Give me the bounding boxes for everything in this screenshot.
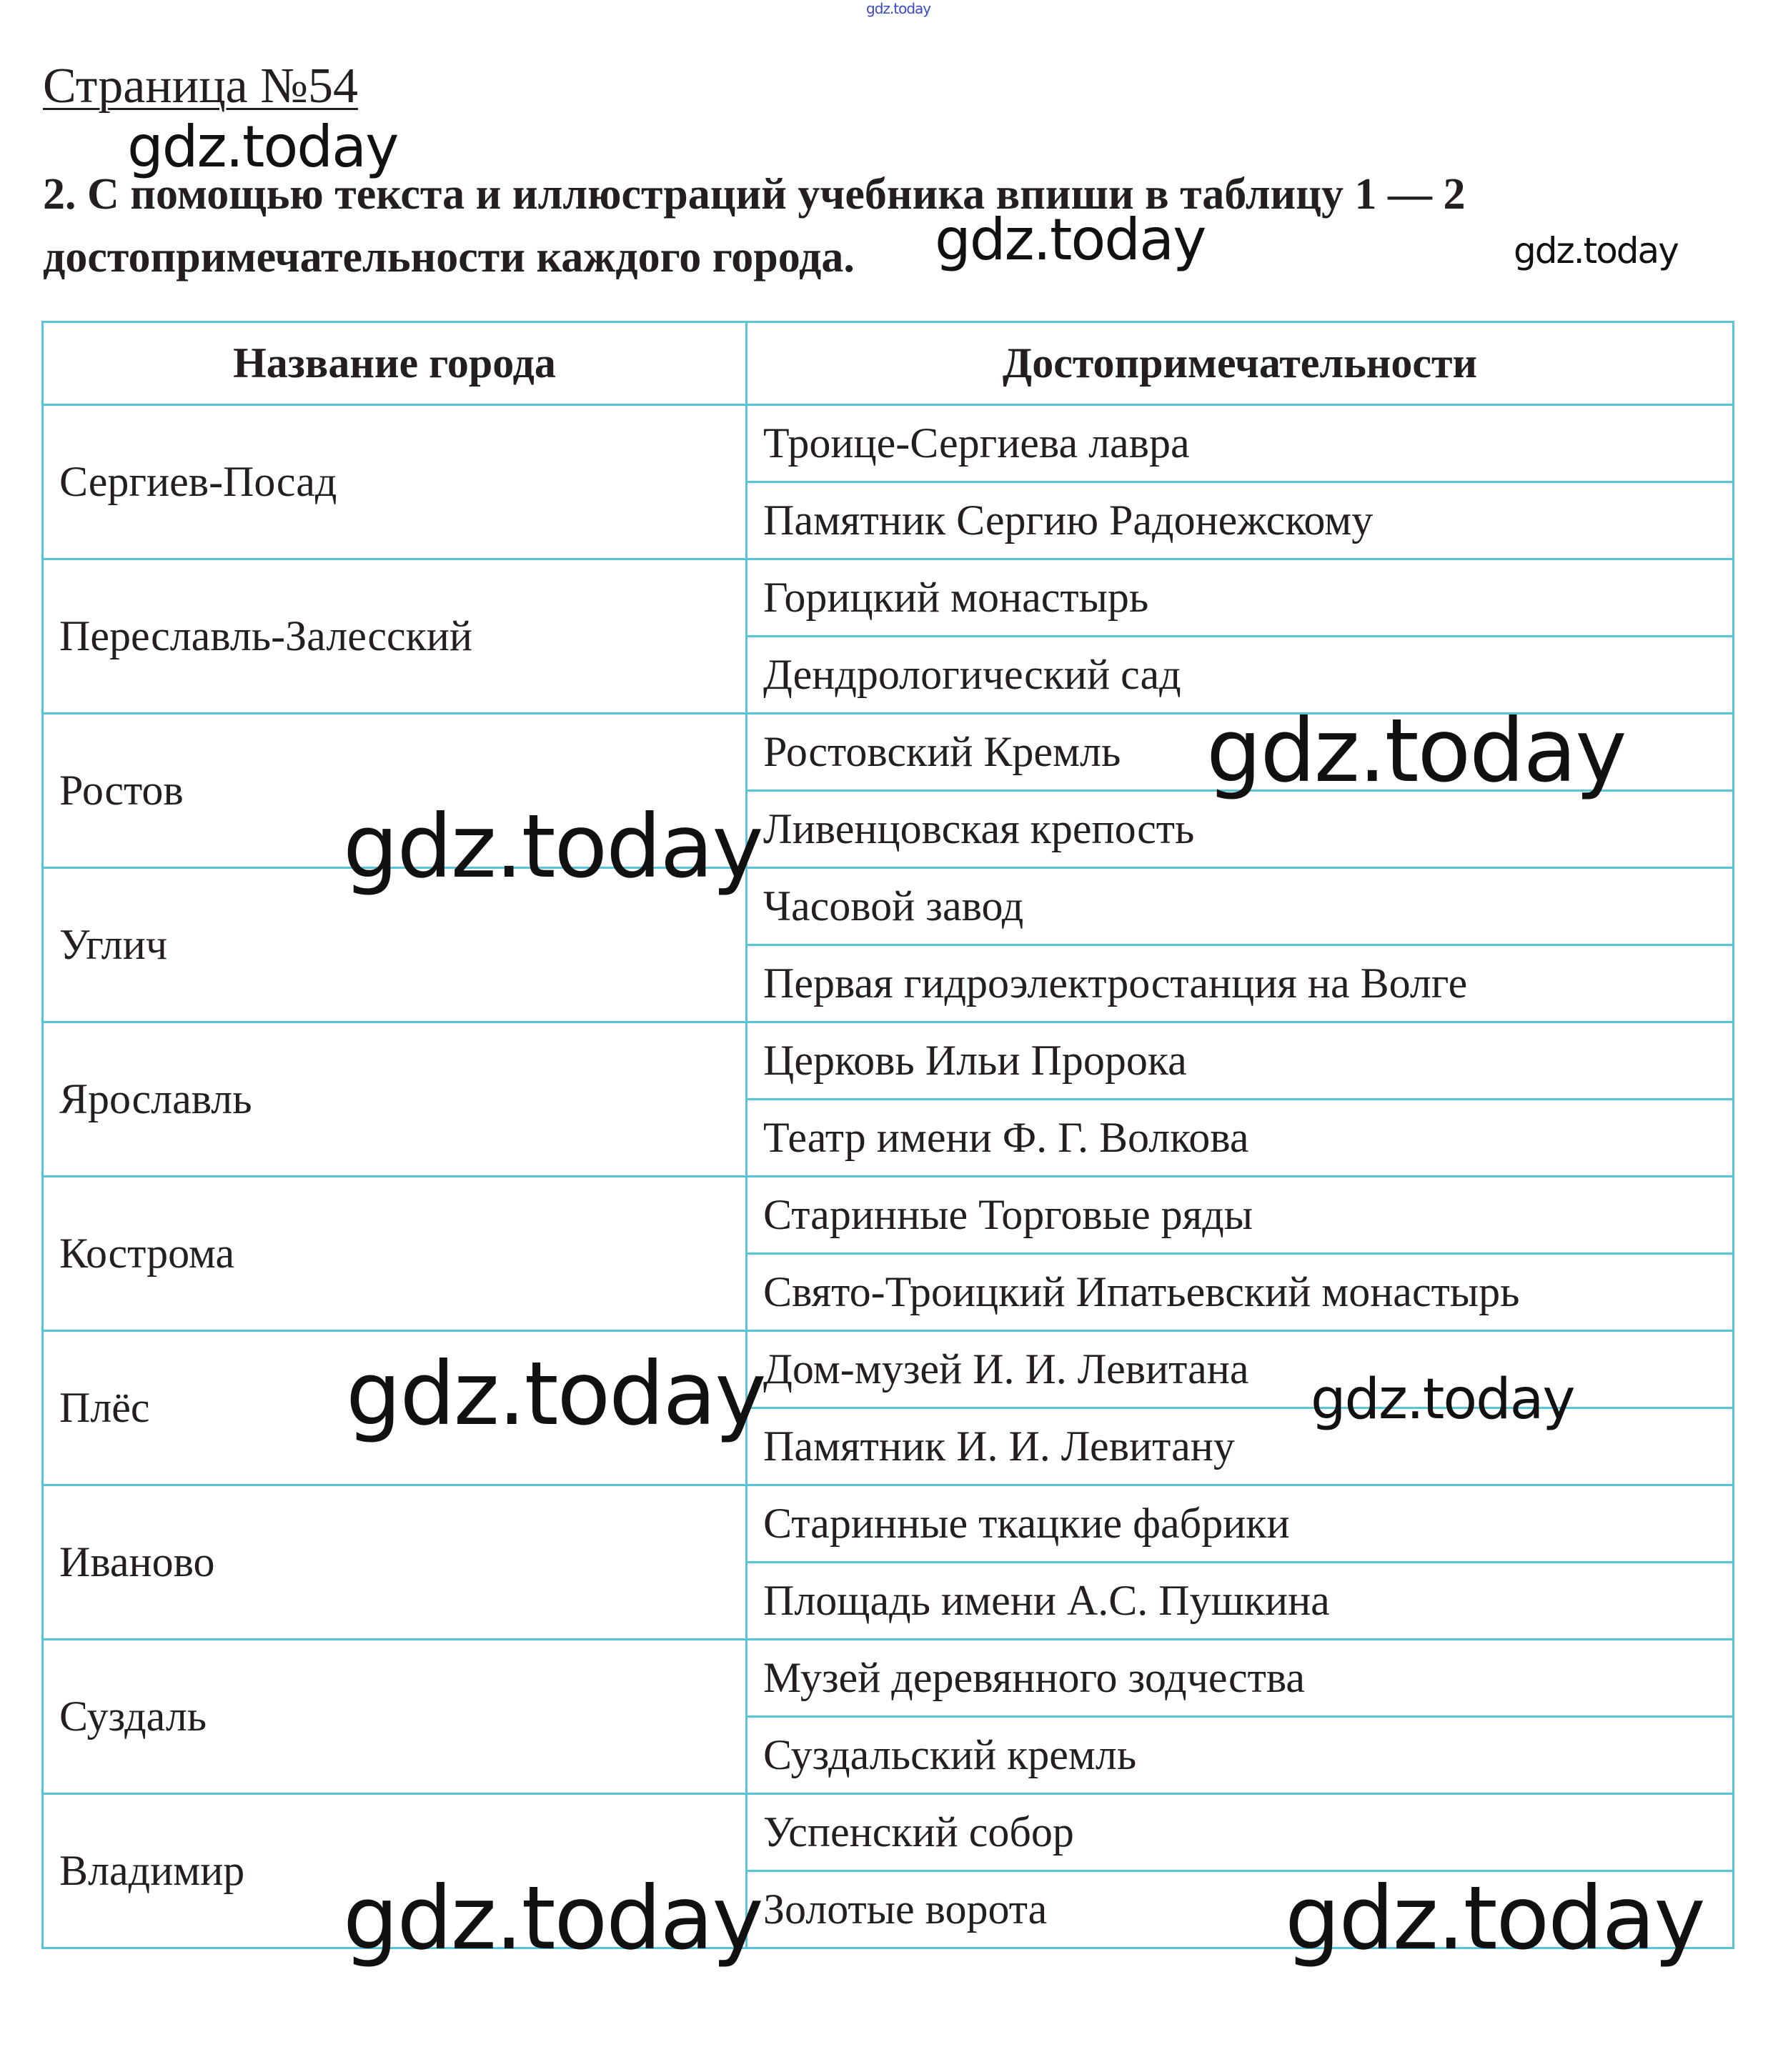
- sight-cell: Часовой завод: [747, 868, 1734, 945]
- sight-cell: Суздальский кремль: [747, 1717, 1734, 1794]
- table-row: [43, 1485, 1734, 1563]
- table-row: [43, 1022, 1734, 1100]
- sight-cell: Ливенцовская крепость: [747, 791, 1734, 868]
- city-cell: Плёс: [43, 1331, 747, 1485]
- header-city: Название города: [43, 322, 747, 405]
- page-title: Страница №54: [43, 59, 359, 114]
- city-cell: Кострома: [43, 1177, 747, 1331]
- sight-cell: Старинные Торговые ряды: [747, 1177, 1734, 1254]
- task-line-2: достопримечательности каждого города.: [43, 233, 855, 282]
- city-cell: Ярославль: [43, 1022, 747, 1177]
- sight-cell: Музей деревянного зодчества: [747, 1640, 1734, 1717]
- cities-table: [41, 321, 1734, 1949]
- watermark: gdz.today: [1514, 230, 1678, 272]
- table-row: [43, 868, 1734, 945]
- task-line-1: 2. С помощью текста и иллюстраций учебника впиши в таблицу 1 — 2: [43, 170, 1466, 219]
- table-row: [43, 1177, 1734, 1254]
- top-watermark: gdz.today: [866, 0, 931, 17]
- watermark: gdz.today: [343, 796, 763, 897]
- sight-cell: Первая гидроэлектростанция на Волге: [747, 945, 1734, 1022]
- watermark: gdz.today: [343, 1868, 763, 1969]
- sight-cell: Театр имени Ф. Г. Волкова: [747, 1100, 1734, 1177]
- sight-cell: Памятник Сергию Радонежскому: [747, 482, 1734, 559]
- table-row: [43, 1331, 1734, 1408]
- sight-cell: Золотые ворота: [747, 1871, 1734, 1948]
- city-cell: Суздаль: [43, 1640, 747, 1794]
- watermark: gdz.today: [1311, 1368, 1574, 1432]
- table-row: [43, 405, 1734, 482]
- city-cell: Сергиев-Посад: [43, 405, 747, 559]
- table-header-row: [43, 322, 1734, 405]
- task-statement: [43, 163, 1687, 289]
- watermark: gdz.today: [127, 114, 398, 180]
- sight-cell: Горицкий монастырь: [747, 559, 1734, 637]
- sight-cell: Памятник И. И. Левитану: [747, 1408, 1734, 1485]
- sight-cell: Ростовский Кремль: [747, 714, 1734, 791]
- watermark: gdz.today: [1206, 700, 1626, 802]
- header-sights: Достопримечательности: [747, 322, 1734, 405]
- sight-cell: Свято-Троицкий Ипатьевский монастырь: [747, 1254, 1734, 1331]
- table-row: [43, 559, 1734, 637]
- city-cell: Иваново: [43, 1485, 747, 1640]
- city-cell: Ростов: [43, 714, 747, 868]
- watermark: gdz.today: [1285, 1868, 1704, 1969]
- watermark: gdz.today: [935, 206, 1206, 273]
- city-cell: Переславль-Залесский: [43, 559, 747, 714]
- sight-cell: Старинные ткацкие фабрики: [747, 1485, 1734, 1563]
- sight-cell: Площадь имени А.С. Пушкина: [747, 1563, 1734, 1640]
- sight-cell: Троице-Сергиева лавра: [747, 405, 1734, 482]
- sight-cell: Церковь Ильи Пророка: [747, 1022, 1734, 1100]
- sight-cell: Успенский собор: [747, 1794, 1734, 1871]
- watermark: gdz.today: [346, 1343, 765, 1445]
- sight-cell: Дом-музей И. И. Левитана: [747, 1331, 1734, 1408]
- table-row: [43, 714, 1734, 791]
- sight-cell: Дендрологический сад: [747, 637, 1734, 714]
- table-row: [43, 1640, 1734, 1717]
- table-row: [43, 1794, 1734, 1871]
- city-cell: Владимир: [43, 1794, 747, 1948]
- city-cell: Углич: [43, 868, 747, 1022]
